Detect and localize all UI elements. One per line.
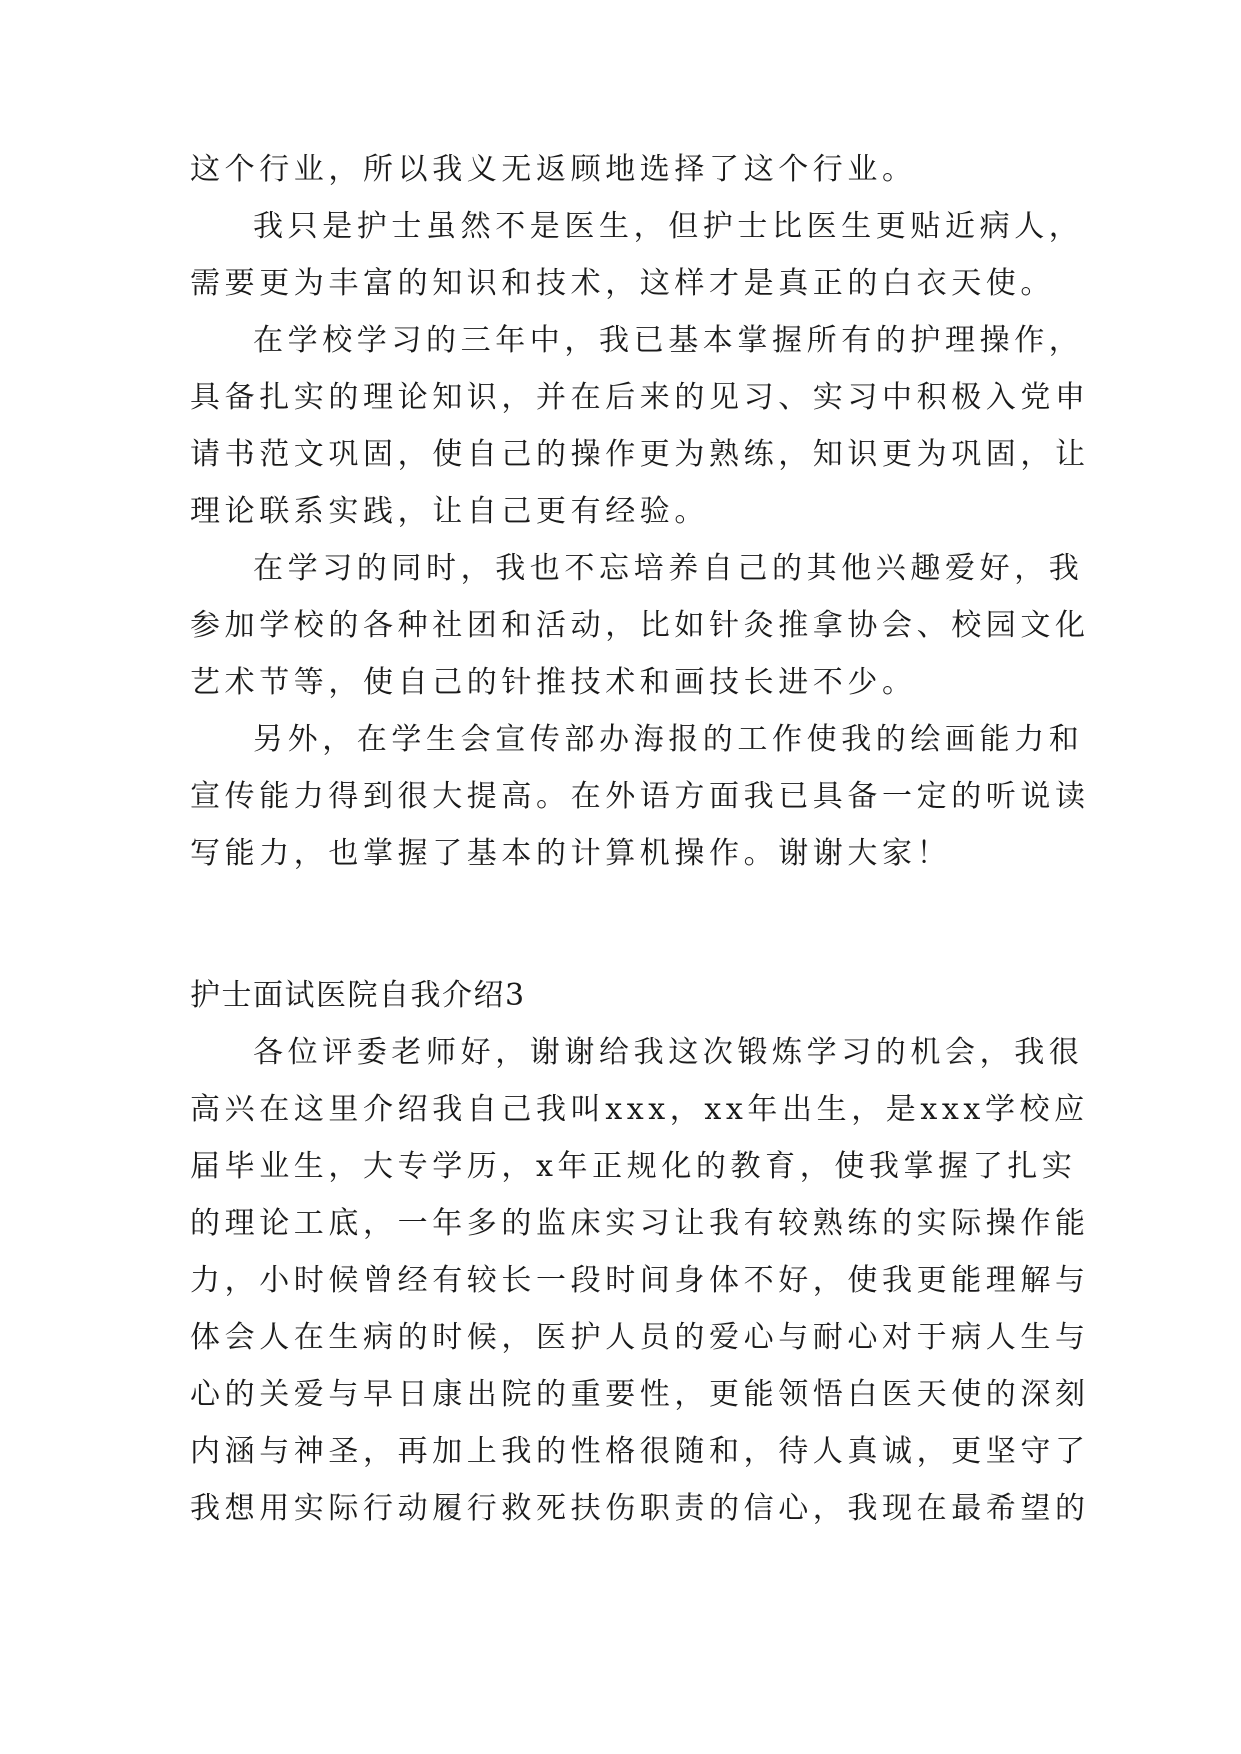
body-text-line: 高兴在这里介绍我自己我叫xxx，xx年出生，是xxx学校应 (190, 1092, 1089, 1127)
body-text-line: 请书范文巩固，使自己的操作更为熟练，知识更为巩固，让 (190, 437, 1090, 472)
body-text-line: 写能力，也掌握了基本的计算机操作。谢谢大家！ (190, 836, 952, 871)
body-text-line: 体会人在生病的时候，医护人员的爱心与耐心对于病人生与 (190, 1320, 1090, 1355)
paragraph-first-line: 在学校学习的三年中，我已基本掌握所有的护理操作， (253, 323, 1084, 358)
body-text-line: 具备扎实的理论知识，并在后来的见习、实习中积极入党申 (190, 380, 1090, 415)
body-text-line: 内涵与神圣，再加上我的性格很随和，待人真诚，更坚守了 (190, 1434, 1090, 1469)
body-text-line: 艺术节等，使自己的针推技术和画技长进不少。 (190, 665, 917, 700)
body-text-line: 的理论工底，一年多的监床实习让我有较熟练的实际操作能 (190, 1206, 1090, 1241)
body-text-line: 需要更为丰富的知识和技术，这样才是真正的白衣天使。 (190, 266, 1055, 301)
body-text-line: 理论联系实践，让自己更有经验。 (190, 494, 709, 529)
body-text-line: 宣传能力得到很大提高。在外语方面我已具备一定的听说读 (190, 779, 1090, 814)
body-text-line: 心的关爱与早日康出院的重要性，更能领悟白医天使的深刻 (190, 1377, 1090, 1412)
body-text-line: 力，小时候曾经有较长一段时间身体不好，使我更能理解与 (190, 1263, 1090, 1298)
body-text-line: 参加学校的各种社团和活动，比如针灸推拿协会、校园文化 (190, 608, 1090, 643)
body-text-line: 这个行业，所以我义无返顾地选择了这个行业。 (190, 152, 917, 187)
paragraph-first-line: 我只是护士虽然不是医生，但护士比医生更贴近病人， (253, 209, 1084, 244)
body-text-line: 届毕业生，大专学历，x年正规化的教育，使我掌握了扎实 (190, 1149, 1077, 1184)
body-text-line: 我想用实际行动履行救死扶伤职责的信心，我现在最希望的 (190, 1491, 1090, 1526)
section-heading: 护士面试医院自我介绍3 (190, 978, 526, 1013)
paragraph-first-line: 在学习的同时，我也不忘培养自己的其他兴趣爱好，我 (253, 551, 1084, 586)
paragraph-first-line: 各位评委老师好，谢谢给我这次锻炼学习的机会，我很 (253, 1035, 1084, 1070)
paragraph-first-line: 另外，在学生会宣传部办海报的工作使我的绘画能力和 (253, 722, 1084, 757)
